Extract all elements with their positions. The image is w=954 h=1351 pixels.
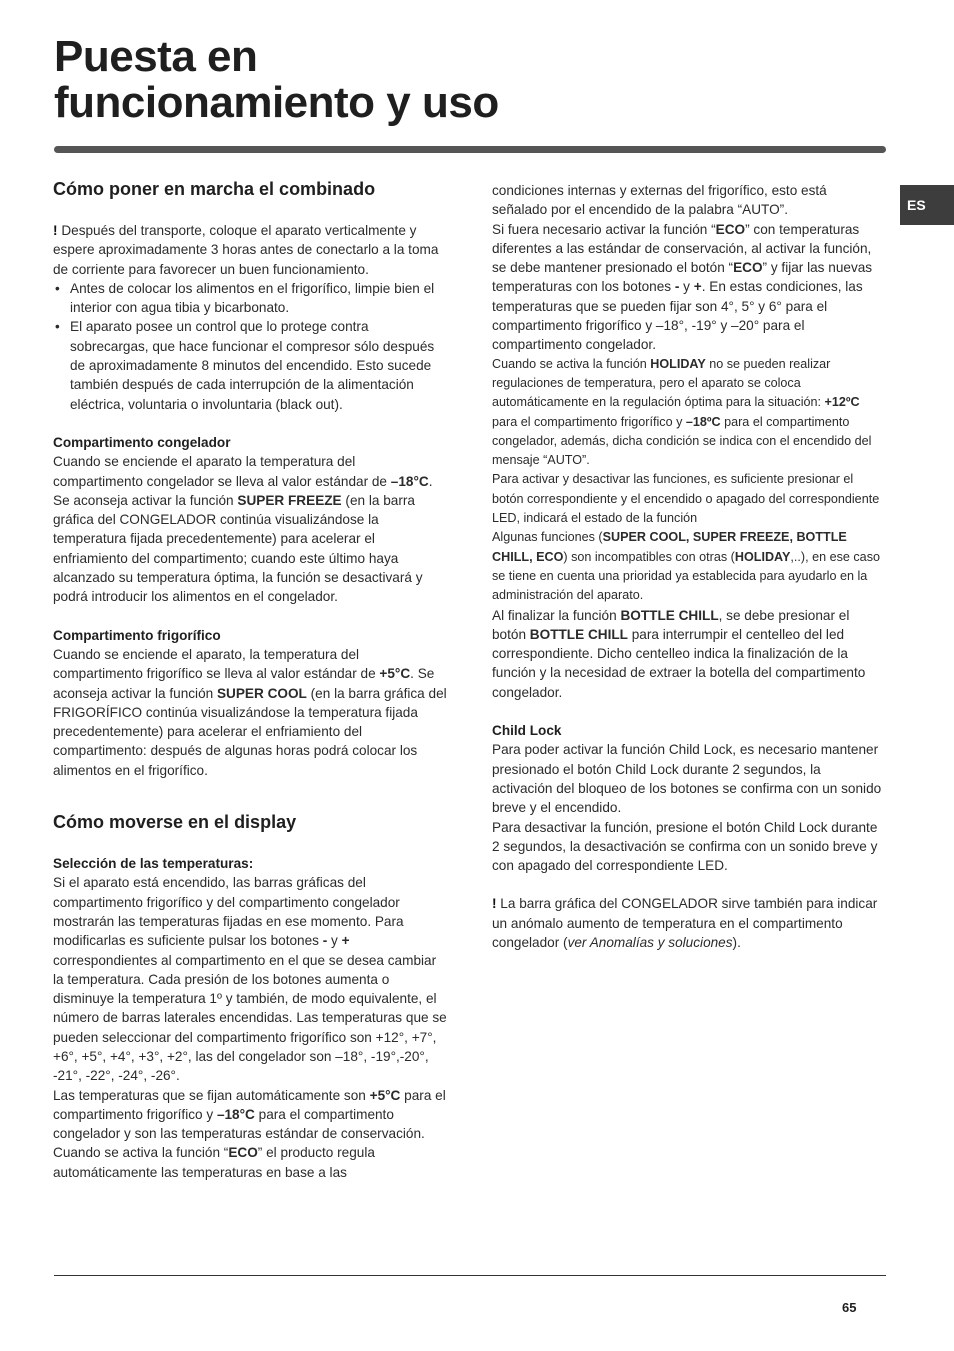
bullet-overload: • El aparato posee un control que lo protege contra sobrecargas, que hace funcionar el compresor sólo después de aproximadamente 8 minutos del encendido. Esto sucede también después de cada interrupción de la alimentación eléctrica, voluntaria o involuntaria (black out). [53, 317, 448, 413]
holiday-paragraph [492, 355, 884, 471]
fridge-temp: +12ºC [824, 395, 860, 410]
freezer-temp: –18°C [216, 1106, 255, 1122]
fridge-paragraph [53, 645, 448, 780]
text-run: ,..), en ese caso se tiene en cuenta una prioridad ya establecida para ayudarlo en la administración del aparato. [492, 549, 880, 603]
spacer [53, 835, 448, 854]
text-run: Cuando se activa la función [492, 356, 651, 371]
text-run: para el compartimento frigorífico y [492, 414, 686, 429]
holiday-label: HOLIDAY [650, 356, 706, 371]
text-run: ” con temperaturas diferentes a las estándar de conservación, al activar la función, se debe mantener presionado el botón “ [492, 221, 872, 276]
text-run: para el compartimento frigorífico y [53, 1087, 446, 1122]
text-run: Cuando se enciende el aparato, la temperatura del compartimento frigorífico se lleva al valor estándar de [53, 646, 380, 682]
startup-bullets [53, 279, 448, 414]
page-title-line2: funcionamiento y uso [54, 78, 499, 127]
eco-label: ECO [228, 1145, 258, 1161]
eco-custom-paragraph [492, 220, 884, 355]
super-cool-label: SUPER COOL [216, 685, 307, 701]
text-run: y [679, 279, 694, 295]
eco-paragraph [53, 1143, 448, 1182]
text-run: . En estas condiciones, las temperaturas que se pueden fijar son 4°, 5° y 6° para el compartimento frigorífico y –18°, -19° y –20° para el compartimento congelador. [492, 279, 863, 353]
text-run: , se debe presionar el botón [492, 607, 850, 642]
left-column [53, 176, 448, 1182]
bullet-clean: • Antes de colocar los alimentos en el frigorífico, limpie bien el interior con agua tibia y bicarbonato. [53, 279, 448, 318]
eco-label: ECO [715, 221, 746, 237]
text-run: ) son incompatibles con otras ( [563, 549, 735, 564]
page-number: 65 [842, 1300, 857, 1315]
minus-symbol: - [674, 279, 680, 295]
transport-warning-text: Después del transporte, coloque el aparato verticalmente y espere aproximadamente 3 horas antes de conectarlo a la toma de corriente para favorecer un buen funcionamiento. [53, 223, 439, 277]
page-title [54, 34, 499, 126]
bottle-chill-label: BOTTLE CHILL [529, 626, 628, 642]
footer-divider [54, 1275, 886, 1276]
spacer [53, 414, 448, 433]
text-run: Cuando se enciende el aparato la temperatura del compartimento congelador se lleva al valor estándar de [53, 454, 391, 489]
text-run: . Se aconseja activar la función [53, 666, 435, 701]
cross-reference: ver Anomalías y soluciones [567, 934, 733, 950]
text-run: Algunas funciones ( [492, 530, 603, 545]
minus-symbol: - [322, 933, 328, 949]
text-run: Las temperaturas que se fijan automáticamente son [53, 1087, 370, 1103]
warning-icon: ! [492, 896, 497, 912]
text-run: (en la barra gráfica del CONGELADOR continúa visualizándose la temperatura fijada precedentemente) para acelerar el enfriamiento del compartimento; cuando este último haya alcanzado su temperatura óptima, la función se desactivará y podrá introducir los alimentos en el congelador. [53, 492, 423, 605]
page-title-line1: Puesta en [54, 32, 258, 81]
plus-symbol: + [693, 279, 702, 295]
text-run: (en la barra gráfica del FRIGORÍFICO continúa visualizándose la temperatura fijada precedentemente) para acelerar el enfriamiento del compartimento: después de algunas horas podrá colocar los alimentos en el frigorífico. [53, 685, 447, 778]
spacer [53, 607, 448, 626]
text-run: no se pueden realizar regulaciones de temperatura, pero el aparato se coloca automáticamente en la regulación óptima para la situación: [492, 356, 831, 410]
freezer-temp: –18°C [390, 473, 429, 489]
freezer-paragraph [53, 452, 448, 606]
text-run: Si el aparato está encendido, [53, 875, 233, 891]
text-run: . Se aconseja activar la función [53, 473, 433, 508]
language-tab: ES [900, 185, 954, 225]
text-run: y [327, 933, 342, 949]
section-title-start: Cómo poner en marcha el combinado [53, 179, 376, 199]
text-run: correspondientes al compartimento en el que se desea cambiar la temperatura. Cada presión de los botones aumenta o disminuye la temperatura 1º y también, de modo equivalente, el número de barras laterales encendidas. Las temperaturas que se pueden seleccionar del compartimento frigorífico son +12°, +7°, +6°, +5°, +4°, +3°, +2°, las del congelador son –18°, -19°,-20°, -21°, -22°, -24°, -26°. [53, 952, 447, 1084]
title-divider [54, 146, 886, 153]
eco-label: ECO [733, 260, 763, 276]
text-run: Al finalizar la función [492, 607, 621, 623]
auto-temps-paragraph [53, 1086, 448, 1144]
transport-warning [53, 221, 448, 279]
text-run: Cuando se activa la función “ [53, 1145, 229, 1161]
fridge-temp: +5°C [369, 1087, 401, 1103]
eco-continued: condiciones internas y externas del frigorífico, esto está señalado por el encendido de la palabra “AUTO”. [492, 183, 827, 218]
plus-symbol: + [341, 933, 350, 949]
spacer [53, 202, 448, 221]
right-column [492, 181, 884, 952]
text-run: ” y fijar las nuevas temperaturas con los botones [492, 260, 873, 295]
freezer-heading: Compartimento congelador [53, 434, 231, 450]
text-run: ). [732, 934, 741, 950]
child-lock-deactivate: Para desactivar la función, presione el botón Child Lock durante 2 segundos, la desactivación se confirma con un sonido breve y con apagado del correspondiente LED. [492, 819, 878, 874]
temp-selection-heading: Selección de las temperaturas: [53, 856, 254, 872]
text-run: La barra gráfica del CONGELADOR sirve también para indicar un anómalo aumento de temperatura en el compartimento congelador ( [492, 896, 878, 950]
text-run: para el compartimento congelador, además, dicha condición se indica con el encendido del mensaje “AUTO”. [492, 414, 872, 468]
text-run: ” el producto regula automáticamente las temperaturas en base a las [53, 1145, 375, 1180]
text-run: para el compartimento congelador y son las temperaturas estándar de conservación. [53, 1106, 425, 1142]
child-lock-activate: Para poder activar la función Child Lock, es necesario mantener presionado el botón Child Lock durante 2 segundos, la activación del bloqueo de los botones se confirma con un sonido breve y el encendido. [492, 742, 882, 816]
function-list: SUPER COOL, SUPER FREEZE, BOTTLE CHILL, ECO [492, 530, 847, 564]
spacer [53, 780, 448, 809]
bottle-chill-paragraph [492, 606, 884, 702]
section-title-display: Cómo moverse en el display [53, 812, 297, 833]
text-run: Si fuera necesario activar la función “ [492, 221, 716, 237]
fridge-temp: +5°C [379, 666, 411, 682]
temp-selection-paragraph [53, 873, 448, 1085]
freezer-alarm-note [492, 894, 884, 952]
holiday-label: HOLIDAY [734, 549, 791, 564]
child-lock-heading: Child Lock [492, 723, 562, 739]
text-run: mostrarán las temperaturas fijadas en ese momento. Para modificarlas es suficiente pulsar los botones [53, 913, 404, 949]
spacer [492, 702, 884, 721]
incompatible-paragraph [492, 528, 884, 605]
text-run: las barras gráficas del compartimento frigorífico y del compartimento congelador [53, 875, 400, 910]
freezer-temp: –18ºC [685, 414, 721, 429]
warning-icon: ! [53, 223, 58, 238]
fridge-heading: Compartimento frigorífico [53, 627, 221, 643]
text-run: para interrumpir el centelleo del led correspondiente. Dicho centelleo indica la finalización de la función y la necesidad de extraer la botella del compartimento congelador. [492, 626, 866, 700]
bottle-chill-label: BOTTLE CHILL [620, 607, 719, 623]
super-freeze-label: SUPER FREEZE [237, 492, 342, 508]
activate-paragraph: Para activar y desactivar las funciones, es suficiente presionar el botón correspondiente y el encendido o apagado del correspondiente LED, indicará el estado de la función [492, 472, 880, 526]
spacer [492, 875, 884, 894]
